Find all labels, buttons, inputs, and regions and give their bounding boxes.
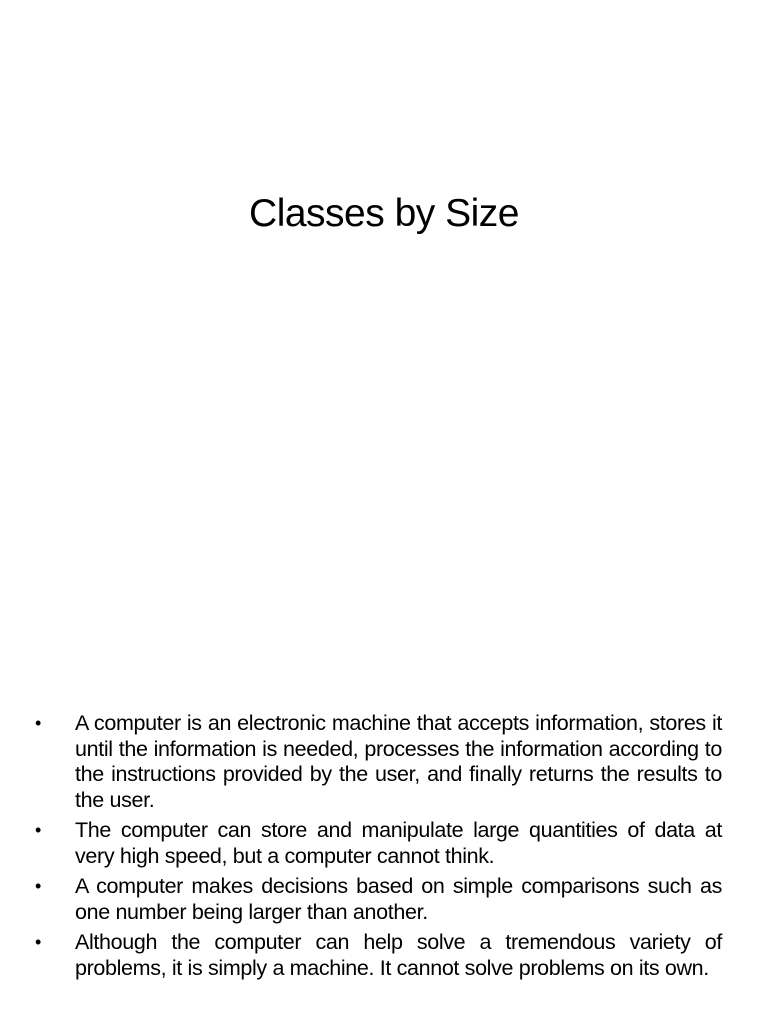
bullet-item — [35, 818, 722, 869]
bullet-item — [35, 930, 722, 981]
bullet-list — [35, 711, 722, 986]
bullet-item — [35, 874, 722, 925]
bullet-text: The computer can store and manipulate large quantities of data at very high speed, but a computer cannot think. — [75, 818, 722, 868]
bullet-text: A computer is an electronic machine that accepts information, stores it until the information is needed, processes the information according to the instructions provided by the user, and finally returns the results to the user. — [75, 711, 722, 812]
bullet-text: A computer makes decisions based on simple comparisons such as one number being larger than another. — [75, 874, 722, 924]
bullet-icon: • — [35, 820, 41, 840]
bullet-icon: • — [35, 932, 41, 952]
slide-title: Classes by Size — [249, 192, 519, 235]
bullet-text: Although the computer can help solve a tremendous variety of problems, it is simply a machine. It cannot solve problems on its own. — [75, 930, 722, 980]
bullet-icon: • — [35, 876, 41, 896]
bullet-item — [35, 711, 722, 813]
bullet-icon: • — [35, 713, 41, 733]
